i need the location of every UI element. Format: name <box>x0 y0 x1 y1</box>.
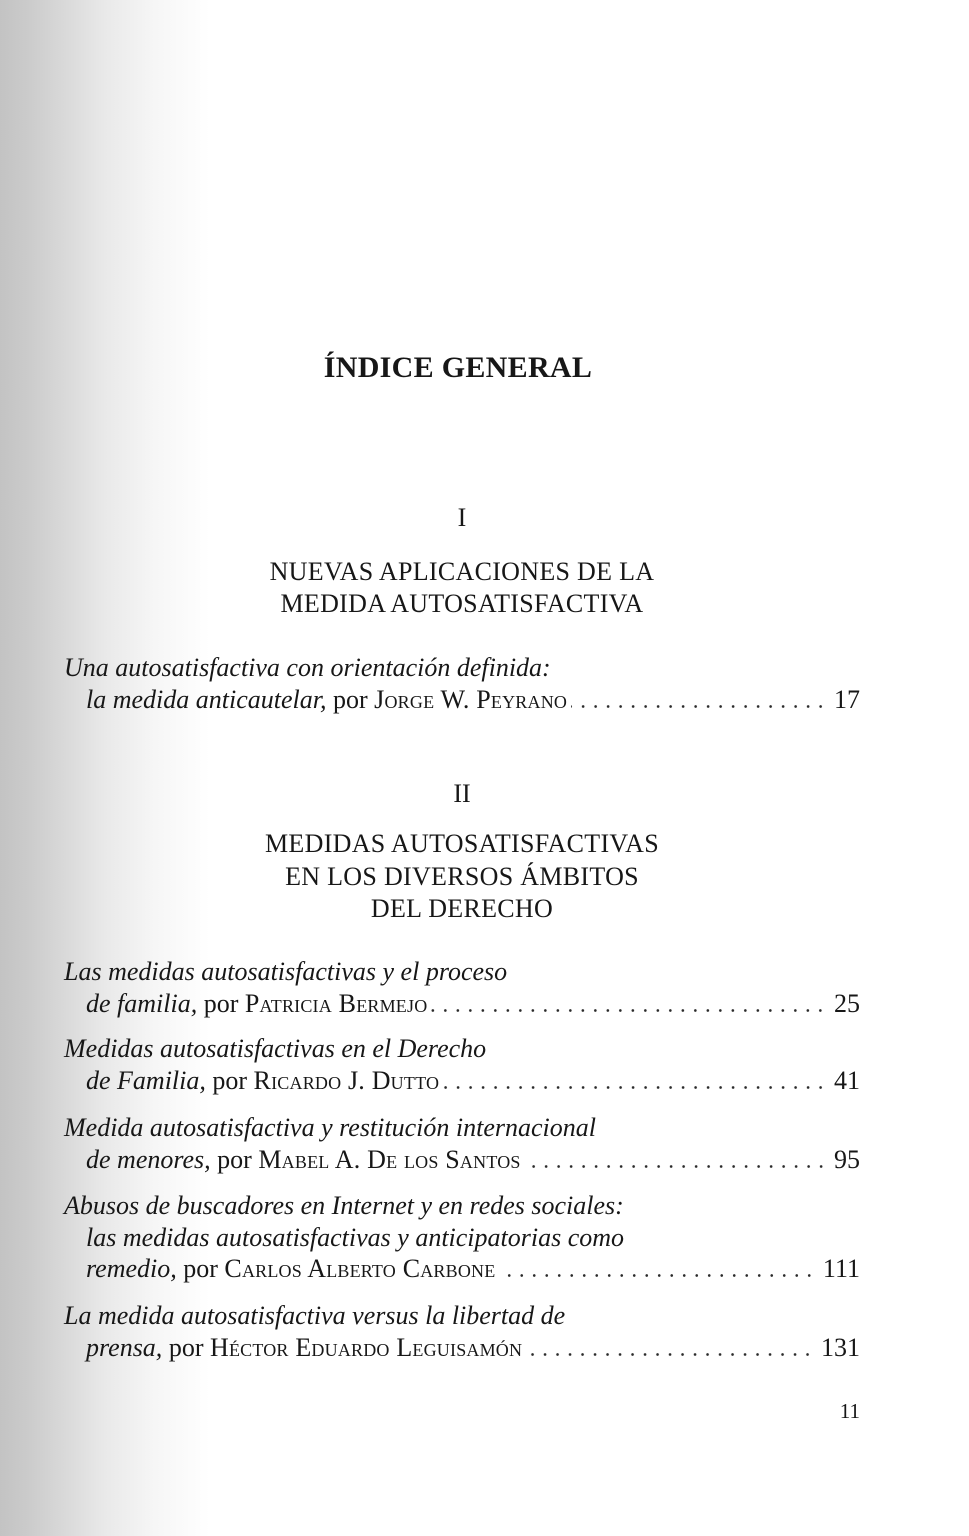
entry-title-line: remedio, <box>86 1254 177 1283</box>
entry-author: Mabel A. De los Santos <box>258 1144 521 1174</box>
entry-title-line: de Familia, <box>86 1065 206 1095</box>
entry-page-number: 25 <box>834 988 860 1018</box>
entry-title-line: de familia, <box>86 988 198 1018</box>
by-label: por <box>183 1254 218 1283</box>
entry-credit <box>86 1332 522 1364</box>
entry-page-number: 95 <box>834 1144 860 1174</box>
toc-entry <box>64 1190 860 1285</box>
entry-title-line: Las medidas autosatisfactivas y el proceso <box>64 957 508 986</box>
footer-page-number: 11 <box>839 1399 860 1423</box>
leader-dots <box>499 1274 815 1277</box>
entry-title-line: la medida anticautelar, <box>86 684 327 714</box>
entry-author: Patricia Bermejo <box>244 988 428 1018</box>
toc-entry <box>64 652 860 715</box>
entry-credit <box>86 684 567 716</box>
by-label: por <box>212 1065 248 1095</box>
leader-dots <box>525 1165 827 1168</box>
entry-page-number: 111 <box>822 1254 860 1283</box>
entry-final-line <box>64 1065 860 1097</box>
leader-dots <box>526 1353 814 1356</box>
entry-credit <box>86 1065 439 1097</box>
toc-entry <box>64 956 860 1019</box>
entry-page-number: 131 <box>821 1332 860 1362</box>
entry-author: Héctor Eduardo Leguisamón <box>209 1332 523 1362</box>
by-label: por <box>217 1144 252 1174</box>
section-numeral: II <box>453 779 471 808</box>
entry-credit <box>86 1253 495 1285</box>
section-numeral: I <box>457 503 467 532</box>
leader-dots <box>571 705 827 708</box>
entry-title-line: prensa, <box>86 1332 163 1362</box>
entry-title-line: Abusos de buscadores en Internet y en redes sociales: <box>64 1191 624 1220</box>
leader-dots <box>431 1009 827 1012</box>
toc-entry <box>64 1300 860 1363</box>
entry-final-line <box>64 684 860 716</box>
entry-final-line <box>64 1144 860 1176</box>
entry-title-line: de menores, <box>86 1144 211 1174</box>
section-heading-line: DEL DERECHO <box>370 894 554 923</box>
by-label: por <box>168 1332 204 1362</box>
section-heading-line: MEDIDA AUTOSATISFACTIVA <box>280 588 644 618</box>
by-label: por <box>332 684 368 714</box>
entry-title-line: Medida autosatisfactiva y restitución internacional <box>64 1113 596 1142</box>
entry-author: Carlos Alberto Carbone <box>224 1254 496 1283</box>
entry-title-line: Medidas autosatisfactivas en el Derecho <box>64 1034 487 1063</box>
page-title: ÍNDICE GENERAL <box>323 351 593 384</box>
section-heading-line: MEDIDAS AUTOSATISFACTIVAS <box>265 829 659 858</box>
entry-title-line: La medida autosatisfactiva versus la libertad de <box>64 1301 566 1330</box>
entry-final-line <box>64 988 860 1020</box>
leader-dots <box>443 1086 827 1089</box>
entry-final-line <box>64 1332 860 1364</box>
entry-final-line <box>64 1253 860 1285</box>
entry-credit <box>86 1144 521 1176</box>
by-label: por <box>203 988 239 1018</box>
entry-author: Jorge W. Peyrano <box>374 684 568 714</box>
entry-author: Ricardo J. Dutto <box>253 1065 440 1095</box>
section-heading-line: EN LOS DIVERSOS ÁMBITOS <box>285 861 639 891</box>
section-heading-line: NUEVAS APLICACIONES DE LA <box>269 557 655 586</box>
section-heading <box>64 556 860 619</box>
entry-title-line: las medidas autosatisfactivas y anticipatorias como <box>86 1222 625 1252</box>
entry-title-line: Una autosatisfactiva con orientación definida: <box>64 653 551 682</box>
toc-entry <box>64 1112 860 1175</box>
section-heading <box>64 828 860 926</box>
entry-page-number: 17 <box>834 684 860 714</box>
entry-page-number: 41 <box>834 1065 860 1095</box>
entry-credit <box>86 988 427 1020</box>
toc-entry <box>64 1033 860 1096</box>
